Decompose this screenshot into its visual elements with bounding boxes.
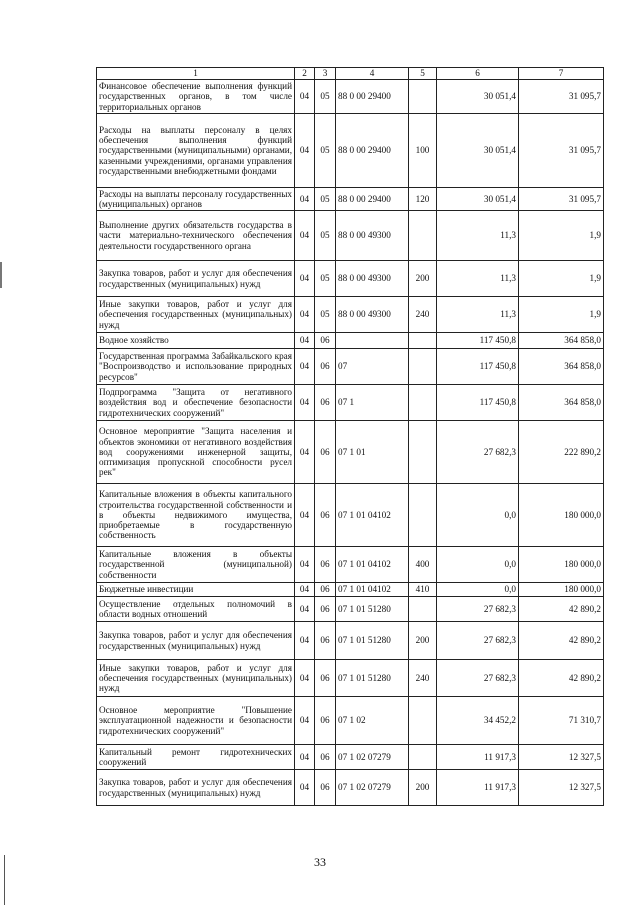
row-sum-year2-cell: 31 095,7 — [519, 114, 604, 188]
table-row — [97, 80, 604, 114]
row-section-cell: 04 — [295, 385, 315, 421]
row-sum-year2-cell: 42 890,2 — [519, 660, 604, 697]
row-section-cell: 04 — [295, 770, 315, 806]
row-sum-year2-cell: 42 890,2 — [519, 622, 604, 660]
table-row — [97, 597, 604, 622]
row-section-cell: 04 — [295, 484, 315, 547]
row-sum-year2-cell: 364 858,0 — [519, 385, 604, 421]
row-sum-year1-cell: 11 917,3 — [437, 745, 519, 770]
row-sum-year1-cell: 0,0 — [437, 484, 519, 547]
row-sum-year1-cell: 117 450,8 — [437, 349, 519, 385]
table-row — [97, 261, 604, 297]
row-subsection-cell: 05 — [315, 261, 336, 297]
row-sum-year1-cell: 11,3 — [437, 261, 519, 297]
row-expense-type-cell — [409, 349, 437, 385]
row-sum-year1-cell: 11,3 — [437, 211, 519, 261]
scan-edge-mark — [0, 262, 2, 288]
row-section-cell: 04 — [295, 547, 315, 583]
table-row — [97, 484, 604, 547]
row-sum-year2-cell: 180 000,0 — [519, 484, 604, 547]
row-sum-year2-cell: 31 095,7 — [519, 80, 604, 114]
row-subsection-cell: 06 — [315, 697, 336, 745]
table-row — [97, 622, 604, 660]
col-header-target-article: 4 — [336, 68, 409, 80]
row-name-cell: Иные закупки товаров, работ и услуг для обеспечения государственных (муниципальных) нужд — [97, 660, 295, 697]
row-section-cell: 04 — [295, 211, 315, 261]
row-target-article-cell: 07 1 — [336, 385, 409, 421]
row-subsection-cell: 05 — [315, 297, 336, 333]
row-subsection-cell: 05 — [315, 188, 336, 211]
row-target-article-cell: 07 1 02 07279 — [336, 770, 409, 806]
row-sum-year2-cell: 12 327,5 — [519, 770, 604, 806]
table-row — [97, 745, 604, 770]
row-section-cell: 04 — [295, 745, 315, 770]
table-row — [97, 333, 604, 349]
row-expense-type-cell — [409, 333, 437, 349]
row-subsection-cell: 06 — [315, 349, 336, 385]
row-subsection-cell: 06 — [315, 484, 336, 547]
row-section-cell: 04 — [295, 349, 315, 385]
row-subsection-cell: 06 — [315, 745, 336, 770]
row-target-article-cell: 07 1 01 51280 — [336, 622, 409, 660]
table-row — [97, 188, 604, 211]
row-sum-year2-cell: 71 310,7 — [519, 697, 604, 745]
row-name-cell: Расходы на выплаты персоналу в целях обеспечения выполнения функций государственными (муниципальными) органами, казенными учреждениями, органами управления государственными внебюджетными фондами — [97, 114, 295, 188]
row-target-article-cell: 07 1 02 07279 — [336, 745, 409, 770]
table-row — [97, 697, 604, 745]
row-target-article-cell: 07 1 01 51280 — [336, 660, 409, 697]
scan-edge-line — [4, 855, 5, 905]
row-sum-year2-cell: 180 000,0 — [519, 547, 604, 583]
row-name-cell: Основное мероприятие "Защита населения и объектов экономики от негативного воздействия вод сооружениями инженерной защиты, оптимизация пропускной способности русел рек" — [97, 421, 295, 484]
row-subsection-cell: 06 — [315, 597, 336, 622]
row-expense-type-cell: 120 — [409, 188, 437, 211]
row-expense-type-cell: 100 — [409, 114, 437, 188]
row-section-cell: 04 — [295, 80, 315, 114]
row-target-article-cell: 07 — [336, 349, 409, 385]
row-sum-year1-cell: 30 051,4 — [437, 80, 519, 114]
row-section-cell: 04 — [295, 421, 315, 484]
row-name-cell: Капитальные вложения в объекты капитального строительства государственной собственности и в объекты недвижимого имущества, приобретаемые в государственную собственность — [97, 484, 295, 547]
row-expense-type-cell: 240 — [409, 297, 437, 333]
row-subsection-cell: 06 — [315, 421, 336, 484]
row-section-cell: 04 — [295, 597, 315, 622]
row-sum-year2-cell: 364 858,0 — [519, 349, 604, 385]
col-header-sum-year1: 6 — [437, 68, 519, 80]
row-expense-type-cell — [409, 211, 437, 261]
row-expense-type-cell: 200 — [409, 261, 437, 297]
row-subsection-cell: 05 — [315, 211, 336, 261]
row-sum-year1-cell: 27 682,3 — [437, 421, 519, 484]
table-row — [97, 349, 604, 385]
row-expense-type-cell — [409, 597, 437, 622]
row-expense-type-cell: 200 — [409, 622, 437, 660]
row-expense-type-cell: 400 — [409, 547, 437, 583]
row-sum-year1-cell: 11 917,3 — [437, 770, 519, 806]
row-subsection-cell: 05 — [315, 114, 336, 188]
row-name-cell: Финансовое обеспечение выполнения функций государственных органов, в том числе территориальных органов — [97, 80, 295, 114]
row-sum-year2-cell: 1,9 — [519, 261, 604, 297]
row-subsection-cell: 06 — [315, 583, 336, 597]
row-subsection-cell: 06 — [315, 547, 336, 583]
row-section-cell: 04 — [295, 114, 315, 188]
row-subsection-cell: 06 — [315, 660, 336, 697]
row-section-cell: 04 — [295, 297, 315, 333]
row-target-article-cell: 07 1 01 — [336, 421, 409, 484]
row-sum-year2-cell: 180 000,0 — [519, 583, 604, 597]
row-name-cell: Расходы на выплаты персоналу государственных (муниципальных) органов — [97, 188, 295, 211]
row-subsection-cell: 05 — [315, 80, 336, 114]
row-target-article-cell: 88 0 00 49300 — [336, 211, 409, 261]
row-target-article-cell: 07 1 01 04102 — [336, 583, 409, 597]
table-row — [97, 583, 604, 597]
row-name-cell: Осуществление отдельных полномочий в области водных отношений — [97, 597, 295, 622]
row-target-article-cell: 88 0 00 49300 — [336, 297, 409, 333]
row-name-cell: Подпрограмма "Защита от негативного воздействия вод и обеспечение безопасности гидротехнических сооружений" — [97, 385, 295, 421]
page-number: 33 — [314, 855, 326, 869]
table-row — [97, 114, 604, 188]
header-row — [97, 68, 604, 80]
row-target-article-cell: 88 0 00 49300 — [336, 261, 409, 297]
col-header-sum-year2: 7 — [519, 68, 604, 80]
row-subsection-cell: 06 — [315, 622, 336, 660]
row-target-article-cell: 07 1 01 51280 — [336, 597, 409, 622]
table-row — [97, 421, 604, 484]
table-row — [97, 660, 604, 697]
row-name-cell: Закупка товаров, работ и услуг для обеспечения государственных (муниципальных) нужд — [97, 622, 295, 660]
row-expense-type-cell — [409, 80, 437, 114]
row-name-cell: Капитальный ремонт гидротехнических сооружений — [97, 745, 295, 770]
row-sum-year1-cell: 27 682,3 — [437, 622, 519, 660]
table-row — [97, 385, 604, 421]
row-expense-type-cell — [409, 421, 437, 484]
row-sum-year1-cell: 11,3 — [437, 297, 519, 333]
row-subsection-cell: 06 — [315, 385, 336, 421]
row-subsection-cell: 06 — [315, 333, 336, 349]
row-sum-year2-cell: 42 890,2 — [519, 597, 604, 622]
table-body — [97, 80, 604, 806]
row-sum-year1-cell: 27 682,3 — [437, 597, 519, 622]
col-header-name: 1 — [97, 68, 295, 80]
budget-table — [96, 67, 604, 806]
row-sum-year1-cell: 30 051,4 — [437, 114, 519, 188]
row-sum-year2-cell: 364 858,0 — [519, 333, 604, 349]
row-target-article-cell: 88 0 00 29400 — [336, 188, 409, 211]
table-row — [97, 770, 604, 806]
row-target-article-cell: 07 1 01 04102 — [336, 547, 409, 583]
row-section-cell: 04 — [295, 660, 315, 697]
row-target-article-cell: 07 1 01 04102 — [336, 484, 409, 547]
row-section-cell: 04 — [295, 697, 315, 745]
row-name-cell: Закупка товаров, работ и услуг для обеспечения государственных (муниципальных) нужд — [97, 261, 295, 297]
row-name-cell: Основное мероприятие "Повышение эксплуатационной надежности и безопасности гидротехнических сооружений" — [97, 697, 295, 745]
row-sum-year1-cell: 117 450,8 — [437, 385, 519, 421]
row-sum-year2-cell: 31 095,7 — [519, 188, 604, 211]
row-name-cell: Закупка товаров, работ и услуг для обеспечения государственных (муниципальных) нужд — [97, 770, 295, 806]
col-header-section: 2 — [295, 68, 315, 80]
row-sum-year1-cell: 117 450,8 — [437, 333, 519, 349]
table-row — [97, 211, 604, 261]
row-section-cell: 04 — [295, 188, 315, 211]
col-header-expense-type: 5 — [409, 68, 437, 80]
row-section-cell: 04 — [295, 583, 315, 597]
row-name-cell: Капитальные вложения в объекты государственной (муниципальной) собственности — [97, 547, 295, 583]
row-sum-year1-cell: 30 051,4 — [437, 188, 519, 211]
row-name-cell: Выполнение других обязательств государства в части материально-технического обеспечения деятельности государственного органа — [97, 211, 295, 261]
row-expense-type-cell: 240 — [409, 660, 437, 697]
row-subsection-cell: 06 — [315, 770, 336, 806]
row-target-article-cell — [336, 333, 409, 349]
row-name-cell: Бюджетные инвестиции — [97, 583, 295, 597]
row-section-cell: 04 — [295, 333, 315, 349]
row-target-article-cell: 07 1 02 — [336, 697, 409, 745]
row-sum-year2-cell: 12 327,5 — [519, 745, 604, 770]
row-name-cell: Водное хозяйство — [97, 333, 295, 349]
row-section-cell: 04 — [295, 261, 315, 297]
row-target-article-cell: 88 0 00 29400 — [336, 114, 409, 188]
row-sum-year1-cell: 34 452,2 — [437, 697, 519, 745]
row-name-cell: Государственная программа Забайкальского края "Воспроизводство и использование природных ресурсов" — [97, 349, 295, 385]
row-sum-year2-cell: 1,9 — [519, 297, 604, 333]
row-expense-type-cell — [409, 484, 437, 547]
row-name-cell: Иные закупки товаров, работ и услуг для обеспечения государственных (муниципальных) нужд — [97, 297, 295, 333]
row-expense-type-cell — [409, 745, 437, 770]
table-row — [97, 547, 604, 583]
row-sum-year1-cell: 27 682,3 — [437, 660, 519, 697]
row-sum-year1-cell: 0,0 — [437, 583, 519, 597]
row-expense-type-cell: 200 — [409, 770, 437, 806]
row-target-article-cell: 88 0 00 29400 — [336, 80, 409, 114]
row-expense-type-cell — [409, 385, 437, 421]
row-sum-year2-cell: 1,9 — [519, 211, 604, 261]
row-sum-year2-cell: 222 890,2 — [519, 421, 604, 484]
row-expense-type-cell: 410 — [409, 583, 437, 597]
table-row — [97, 297, 604, 333]
row-expense-type-cell — [409, 697, 437, 745]
col-header-subsection: 3 — [315, 68, 336, 80]
row-section-cell: 04 — [295, 622, 315, 660]
row-sum-year1-cell: 0,0 — [437, 547, 519, 583]
